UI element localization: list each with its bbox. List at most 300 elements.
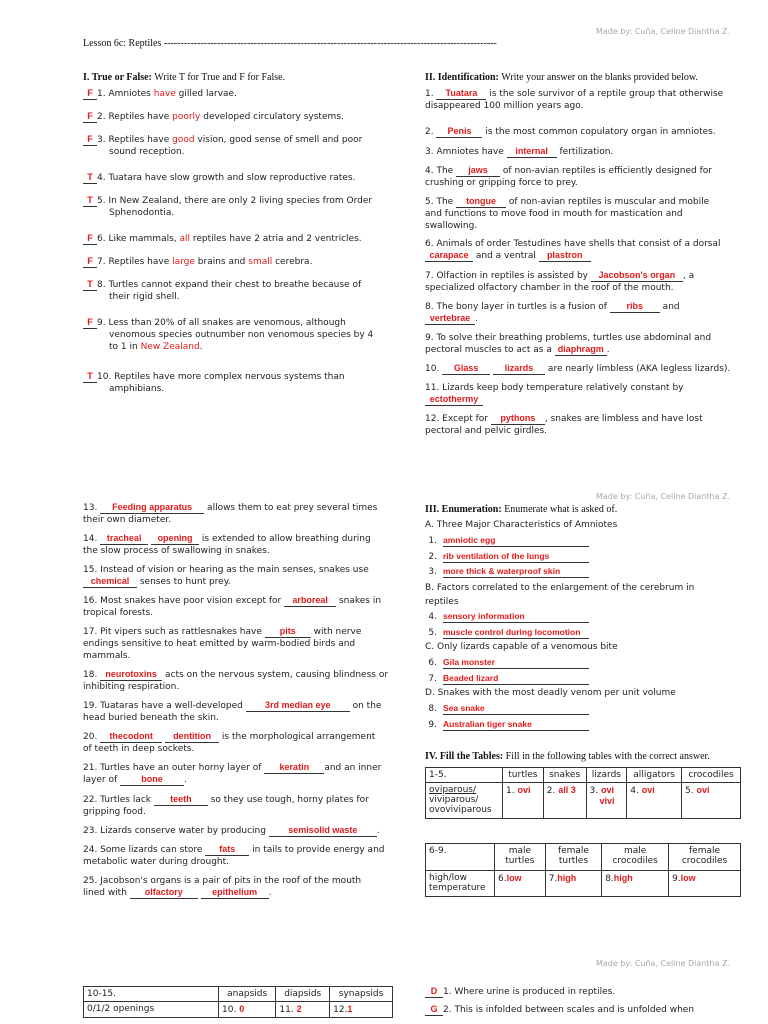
enum-item bbox=[425, 566, 589, 578]
ident-q18 bbox=[83, 669, 393, 693]
lesson-title bbox=[83, 38, 497, 49]
q20-text: is the morphological arrangement bbox=[219, 732, 376, 742]
t1-cell-1-num: 1. bbox=[506, 786, 515, 796]
tf-text: brains and bbox=[194, 257, 249, 267]
t1-cell-4-num: 4. bbox=[630, 786, 639, 796]
enum-item-answer: Australian tiger snake bbox=[443, 718, 532, 729]
tf-text-cont: Sphenodontia. bbox=[109, 208, 175, 218]
q5-answer: tongue bbox=[466, 196, 497, 206]
q14-answer-2: opening bbox=[157, 533, 193, 543]
match-q2-text: 2. This is infolded between scales and is unfolded when bbox=[443, 1005, 695, 1015]
tf-answer: F bbox=[87, 317, 93, 327]
q22-text-cont: gripping food. bbox=[83, 807, 146, 817]
t1-cell-3-num: 3. bbox=[589, 786, 599, 796]
ident-q16 bbox=[83, 595, 393, 619]
q9-text-end: . bbox=[606, 345, 610, 355]
t3-head-1: anapsids bbox=[219, 987, 276, 1002]
tf-answer: T bbox=[87, 371, 93, 381]
t1-head-4: alligators bbox=[627, 768, 682, 783]
q4-text-cont: crushing or gripping force to prey. bbox=[425, 178, 578, 188]
tf-text: 10. Reptiles have more complex nervous systems than bbox=[97, 372, 345, 382]
q5-text-cont2: swallowing. bbox=[425, 221, 478, 231]
q6-text: 6. Animals of order Testudines have shells that consist of a dorsal bbox=[425, 239, 721, 249]
ident-q12 bbox=[425, 413, 745, 437]
q10-text: are nearly limbless (AKA legless lizards). bbox=[545, 364, 731, 374]
t1-cell-1-answer: ovi bbox=[517, 785, 531, 795]
q11-answer: ectothermy bbox=[429, 394, 479, 404]
tf-text-cont2 bbox=[83, 341, 393, 353]
q17-text: 17. Pit vipers such as rattlesnakes have bbox=[83, 627, 265, 637]
q7-text: 7. Olfaction in reptiles is assisted by bbox=[425, 271, 591, 281]
q9-text-cont: pectoral muscles to act as a bbox=[425, 345, 555, 355]
q4-answer: jaws bbox=[468, 165, 488, 175]
q7-text-cont: specialized olfactory chamber in the roof of the mouth. bbox=[425, 283, 674, 293]
q17-answer: pits bbox=[279, 626, 296, 636]
q7-answer: Jacobson's organ bbox=[598, 270, 676, 280]
t1-cell-3-answer: ovi bbox=[601, 785, 615, 795]
enum-item-answer: Gila monster bbox=[443, 657, 495, 667]
ident-q22 bbox=[83, 794, 393, 818]
ident-q24 bbox=[83, 844, 393, 868]
q20-answer-1: thecodont bbox=[109, 731, 153, 741]
ident-q10 bbox=[425, 363, 745, 375]
q16-text: 16. Most snakes have poor vision except for bbox=[83, 596, 285, 606]
enum-item-num: 3. bbox=[428, 567, 437, 577]
t3-row-label: 0/1/2 openings bbox=[84, 1002, 219, 1018]
q2-text: is the most common copulatory organ in amniotes. bbox=[482, 127, 716, 137]
enum-item-num: 2. bbox=[428, 551, 437, 562]
ident-q11 bbox=[425, 382, 745, 406]
q10-num: 10. bbox=[425, 364, 443, 374]
q21-answer-2: bone bbox=[141, 774, 163, 784]
t1-label-2: ovoviviparous bbox=[429, 805, 492, 815]
t2-row-label: high/low temperature bbox=[426, 871, 495, 897]
q10-answer-2: lizards bbox=[504, 363, 534, 373]
q2-answer: Penis bbox=[447, 126, 472, 136]
tf-item-line bbox=[83, 88, 393, 100]
fill-heading bbox=[425, 751, 710, 762]
t2-cell-6-answer: low bbox=[506, 873, 522, 883]
fill-instruction: Fill in the following tables with the correct answer. bbox=[505, 751, 710, 762]
q17-text-cont2: mammals. bbox=[83, 651, 131, 661]
q18-answer: neurotoxins bbox=[105, 669, 157, 679]
ident-q3 bbox=[425, 146, 613, 158]
q22-text-end: so they use tough, horny plates for bbox=[207, 795, 369, 805]
t2-cell-7-answer: high bbox=[557, 873, 577, 883]
temperature-table-header bbox=[426, 844, 741, 871]
ident-q5 bbox=[425, 196, 745, 232]
ident-q13 bbox=[83, 502, 393, 526]
q10-answer-1: Glass bbox=[453, 363, 479, 373]
skull-openings-table bbox=[83, 986, 393, 1018]
q2-num: 2. bbox=[425, 127, 437, 137]
match-q2-answer: G bbox=[430, 1004, 438, 1014]
tf-text: 4. Tuatara have slow growth and slow reproductive rates. bbox=[97, 173, 356, 183]
enum-item bbox=[425, 703, 589, 715]
q13-answer: Feeding apparatus bbox=[112, 502, 193, 512]
tf-text: 8. Turtles cannot expand their chest to breathe because of bbox=[97, 280, 362, 290]
t2-head-4: female crocodiles bbox=[669, 844, 741, 871]
q20-answer-2: dentition bbox=[173, 731, 212, 741]
q13-text: allows them to eat prey several times bbox=[204, 503, 378, 513]
ident-heading bbox=[425, 72, 698, 83]
ident-q7 bbox=[425, 270, 745, 294]
t1-cell-5-answer: ovi bbox=[696, 785, 710, 795]
enum-item-answer: amniotic egg bbox=[443, 535, 496, 545]
lesson-title-text: Lesson 6c: Reptiles bbox=[83, 38, 162, 49]
ident-q25 bbox=[83, 875, 393, 899]
q9-text: 9. To solve their breathing problems, turtles use abdominal and bbox=[425, 333, 712, 343]
t3-cell-10-num: 10. bbox=[222, 1005, 237, 1015]
ident-q23 bbox=[83, 825, 393, 837]
q4-text: 4. The bbox=[425, 166, 457, 176]
q11-text: 11. Lizards keep body temperature relatively constant by bbox=[425, 383, 684, 393]
q22-text: 22. Turtles lack bbox=[83, 795, 154, 805]
t2-cell-8-answer: high bbox=[613, 873, 633, 883]
q20-num: 20. bbox=[83, 732, 101, 742]
q16-answer: arboreal bbox=[292, 595, 328, 605]
reproduction-table bbox=[425, 767, 741, 819]
enum-item-num: 4. bbox=[428, 612, 437, 622]
t1-cell-2-answer: all 3 bbox=[558, 785, 576, 795]
t1-head-5: crocodiles bbox=[682, 768, 741, 783]
tf-highlight: all bbox=[179, 234, 191, 244]
q23-answer: semisolid waste bbox=[288, 825, 358, 835]
enum-item bbox=[425, 551, 589, 563]
ident-q9 bbox=[425, 332, 745, 356]
ident-q15 bbox=[83, 564, 393, 588]
t1-head-2: snakes bbox=[543, 768, 586, 783]
enum-item-num: 9. bbox=[428, 719, 437, 730]
ident-q21 bbox=[83, 762, 393, 786]
tf-item bbox=[83, 233, 393, 245]
q25-text: 25. Jacobson's organs is a pair of pits in the roof of the mouth bbox=[83, 876, 362, 886]
t2-head-0: 6-9. bbox=[426, 844, 495, 871]
temperature-table bbox=[425, 843, 741, 897]
t2-cell-6-num: 6. bbox=[498, 874, 507, 884]
t1-cell-1 bbox=[503, 783, 544, 819]
q24-text-cont: metabolic water during drought. bbox=[83, 857, 230, 867]
t3-cell-11-answer: 2 bbox=[296, 1004, 302, 1014]
q13-text-cont: their own diameter. bbox=[83, 515, 172, 525]
t2-head-3: male crocodiles bbox=[602, 844, 669, 871]
q25-answer-2: epithelium bbox=[212, 887, 258, 897]
t1-cell-3-answer-2: vivi bbox=[599, 796, 615, 806]
t1-cell-4 bbox=[627, 783, 682, 819]
q8-answer-1: ribs bbox=[626, 301, 644, 311]
ident-q8 bbox=[425, 301, 745, 325]
q8-answer-2: vertebrae bbox=[429, 313, 471, 323]
t3-cell-12 bbox=[330, 1002, 393, 1018]
q19-answer: 3rd median eye bbox=[264, 700, 331, 710]
fill-heading-label: IV. Fill the Tables: bbox=[425, 751, 504, 762]
q3-text-end: fertilization. bbox=[556, 147, 614, 157]
q12-text-end: , snakes are limbless and have lost bbox=[544, 414, 703, 424]
tf-answer: F bbox=[87, 233, 93, 243]
q14-answer-1: tracheal bbox=[106, 533, 142, 543]
t3-cell-12-answer: 1 bbox=[347, 1004, 353, 1014]
tf-instruction: Write T for True and F for False. bbox=[154, 72, 286, 83]
match-q1-answer: D bbox=[430, 986, 438, 996]
t3-cell-11-num: 11. bbox=[279, 1005, 294, 1015]
tf-text: . bbox=[199, 342, 203, 352]
q6-answer-2: plastron bbox=[546, 250, 583, 260]
q6-answer-1: carapace bbox=[429, 250, 469, 260]
t2-cell-8 bbox=[602, 871, 669, 897]
q21-answer-1: keratin bbox=[279, 762, 310, 772]
q1-answer: Tuatara bbox=[445, 88, 478, 98]
tf-text: gilled larvae. bbox=[175, 89, 237, 99]
skull-table-header bbox=[84, 987, 393, 1002]
enum-item-answer: rib ventilation of the lungs bbox=[443, 550, 550, 561]
t1-cell-2-num: 2. bbox=[546, 786, 556, 796]
t3-head-0: 10-15. bbox=[84, 987, 219, 1002]
reproduction-table-header bbox=[426, 768, 741, 783]
tf-text: 6. Like mammals, bbox=[97, 234, 180, 244]
q18-text: acts on the nervous system, causing blindness or bbox=[162, 670, 389, 680]
enum-instruction: Enumerate what is asked of. bbox=[504, 504, 618, 515]
enum-item bbox=[425, 535, 589, 547]
tf-text: 2. Reptiles have bbox=[97, 112, 173, 122]
enum-b-text: B. Factors correlated to the enlargement of the cerebrum in bbox=[425, 583, 695, 593]
made-by-label-2: Made by: Cuña, Celine Diantha Z. bbox=[596, 492, 731, 501]
tf-item bbox=[83, 371, 393, 395]
tf-text-cont: amphibians. bbox=[109, 384, 165, 394]
q24-text-end: in tails to provide energy and bbox=[249, 845, 385, 855]
q3-text: 3. Amniotes have bbox=[425, 147, 507, 157]
enum-item-answer: more thick & waterproof skin bbox=[443, 566, 561, 576]
tf-item bbox=[83, 256, 393, 268]
tf-item bbox=[83, 134, 393, 158]
tf-highlight: have bbox=[153, 89, 176, 99]
t1-cell-3 bbox=[586, 783, 627, 819]
tf-item bbox=[83, 172, 393, 184]
tf-highlight: small bbox=[248, 257, 273, 267]
tf-answer: T bbox=[87, 279, 93, 289]
q16-text-cont: tropical forests. bbox=[83, 608, 154, 618]
q15-text-end: senses to hunt prey. bbox=[137, 577, 231, 587]
t1-cell-2 bbox=[543, 783, 586, 819]
tf-item-line bbox=[83, 233, 393, 245]
t1-cell-4-answer: ovi bbox=[641, 785, 655, 795]
q13-num: 13. bbox=[83, 503, 101, 513]
q14-text-cont: the slow process of swallowing in snakes. bbox=[83, 546, 270, 556]
enum-item-answer: Sea snake bbox=[443, 703, 485, 713]
q23-text: 23. Lizards conserve water by producing bbox=[83, 826, 269, 836]
t1-head-1: turtles bbox=[503, 768, 544, 783]
enum-item bbox=[425, 627, 589, 639]
q23-text-end: . bbox=[376, 826, 380, 836]
tf-item-line bbox=[83, 172, 393, 184]
t2-cell-6 bbox=[495, 871, 546, 897]
t1-cell-5 bbox=[682, 783, 741, 819]
enum-heading bbox=[425, 504, 617, 515]
tf-text-cont: venomous species outnumber non venomous species by 4 bbox=[109, 330, 374, 340]
q22-answer: teeth bbox=[170, 794, 192, 804]
enum-item-answer: Beaded lizard bbox=[443, 672, 499, 683]
t1-head-3: lizards bbox=[586, 768, 627, 783]
match-q2 bbox=[425, 1004, 694, 1016]
temperature-table-row bbox=[426, 871, 741, 897]
q19-text: 19. Tuataras have a well-developed bbox=[83, 701, 246, 711]
tf-text: reptiles have 2 atria and 2 ventricles. bbox=[190, 234, 362, 244]
q21-text-cont: layer of bbox=[83, 775, 120, 785]
t2-cell-9-num: 9. bbox=[672, 874, 681, 884]
tf-text: cerebra. bbox=[272, 257, 313, 267]
tf-item-line bbox=[83, 317, 393, 329]
q17-text-end: with nerve bbox=[310, 627, 362, 637]
tf-item-line bbox=[83, 371, 393, 383]
q1-text-cont: disappeared 100 million years ago. bbox=[425, 101, 584, 111]
t1-label-0: oviparous/ bbox=[429, 785, 476, 795]
tf-item-line bbox=[83, 195, 393, 207]
tf-text: developed circulatory systems. bbox=[200, 112, 344, 122]
q19-text-end: on the bbox=[349, 701, 382, 711]
tf-text: to 1 in bbox=[109, 342, 141, 352]
tf-answer: T bbox=[87, 195, 93, 205]
tf-item bbox=[83, 195, 393, 219]
t1-cell-5-num: 5. bbox=[685, 786, 694, 796]
tf-text: vision, good sense of smell and poor bbox=[194, 135, 363, 145]
tf-text-cont: their rigid shell. bbox=[109, 292, 180, 302]
q15-text: 15. Instead of vision or hearing as the main senses, snakes use bbox=[83, 565, 369, 575]
enum-item bbox=[425, 611, 589, 623]
q24-text: 24. Some lizards can store bbox=[83, 845, 206, 855]
t2-cell-7 bbox=[545, 871, 602, 897]
q16-text-end: snakes in bbox=[336, 596, 382, 606]
q25-answer-1: olfactory bbox=[144, 887, 183, 897]
tf-item-line bbox=[83, 256, 393, 268]
header-divider: ---------------------------------------------------------------------------------------------------- bbox=[163, 38, 497, 49]
q12-text-cont: pectoral and pelvic girdles. bbox=[425, 426, 548, 436]
enum-item-num: 1. bbox=[428, 536, 437, 546]
t2-cell-8-num: 8. bbox=[605, 874, 614, 884]
tf-item bbox=[83, 88, 393, 100]
q14-text: is extended to allow breathing during bbox=[199, 534, 371, 544]
q8-text-end: . bbox=[475, 314, 478, 324]
q5-text: 5. The bbox=[425, 197, 457, 207]
q12-text: 12. Except for bbox=[425, 414, 491, 424]
tf-item bbox=[83, 317, 393, 353]
ident-heading-label: II. Identification: bbox=[425, 72, 499, 83]
enum-item bbox=[425, 673, 589, 685]
tf-text: 5. In New Zealand, there are only 2 living species from Order bbox=[97, 196, 373, 206]
t2-head-1: male turtles bbox=[495, 844, 546, 871]
q19-text-cont: head buried beneath the skin. bbox=[83, 713, 219, 723]
t2-cell-7-num: 7. bbox=[548, 874, 558, 884]
tf-item bbox=[83, 111, 393, 123]
tf-highlight: good bbox=[172, 135, 195, 145]
q8-text: 8. The bony layer in turtles is a fusion of bbox=[425, 302, 610, 312]
q1-text: is the sole survivor of a reptile group that otherwise bbox=[486, 89, 724, 99]
q15-answer: chemical bbox=[90, 576, 130, 586]
tf-text: 7. Reptiles have bbox=[97, 257, 173, 267]
ident-q17 bbox=[83, 626, 393, 662]
q7-text-end: , a bbox=[682, 271, 695, 281]
q5-text-end: of non-avian reptiles is muscular and mobile bbox=[506, 197, 710, 207]
tf-text-cont: sound reception. bbox=[109, 147, 185, 157]
tf-item-line bbox=[83, 111, 393, 123]
q8-text-mid: and bbox=[659, 302, 680, 312]
q1-num: 1. bbox=[425, 89, 437, 99]
enum-item-answer: muscle control during locomotion bbox=[443, 626, 581, 637]
enum-item bbox=[425, 719, 589, 731]
enum-d-label: D. Snakes with the most deadly venom per unit volume bbox=[425, 688, 676, 698]
tf-highlight: large bbox=[172, 257, 195, 267]
enum-b-text-cont: reptiles bbox=[425, 597, 459, 607]
enum-item-num: 5. bbox=[428, 627, 437, 638]
ident-q20 bbox=[83, 731, 393, 755]
match-q1-text: 1. Where urine is produced in reptiles. bbox=[443, 987, 616, 997]
enum-item-num: 6. bbox=[428, 658, 437, 668]
ident-q2 bbox=[425, 126, 716, 138]
tf-answer: F bbox=[87, 111, 93, 121]
tf-answer: F bbox=[87, 88, 93, 98]
enum-c-label: C. Only lizards capable of a venomous bite bbox=[425, 642, 618, 652]
q5-text-cont: and functions to move food in mouth for mastication and bbox=[425, 209, 683, 219]
tf-highlight: New Zealand bbox=[140, 342, 200, 352]
q21-text-end: . bbox=[183, 775, 187, 785]
t1-label-1: viviparous/ bbox=[429, 795, 479, 805]
t3-head-3: synapsids bbox=[330, 987, 393, 1002]
q18-text-cont: inhibiting respiration. bbox=[83, 682, 180, 692]
tf-text: 9. Less than 20% of all snakes are venomous, although bbox=[97, 318, 346, 328]
enum-item-num: 8. bbox=[428, 704, 437, 714]
q18-num: 18. bbox=[83, 670, 101, 680]
tf-item-line bbox=[83, 134, 393, 146]
q6-text-mid: and a ventral bbox=[473, 251, 539, 261]
t3-cell-10 bbox=[219, 1002, 276, 1018]
enum-item bbox=[425, 657, 589, 669]
tf-text: 3. Reptiles have bbox=[97, 135, 173, 145]
q12-answer: pythons bbox=[500, 413, 536, 423]
ident-q4 bbox=[425, 165, 745, 189]
q25-text-end: . bbox=[268, 888, 272, 898]
t1-row-label bbox=[426, 783, 503, 819]
enum-item-num: 7. bbox=[428, 673, 437, 684]
made-by-label-3: Made by: Cuña, Celine Diantha Z. bbox=[596, 959, 731, 968]
q24-answer: fats bbox=[219, 844, 236, 854]
tf-item bbox=[83, 279, 393, 303]
ident-q14 bbox=[83, 533, 393, 557]
ident-instruction: Write your answer on the blanks provided below. bbox=[501, 72, 698, 83]
q21-text: 21. Turtles have an outer horny layer of bbox=[83, 763, 265, 773]
tf-answer: T bbox=[87, 172, 93, 182]
tf-heading-label: I. True or False: bbox=[83, 72, 152, 83]
q25-text-cont: lined with bbox=[83, 888, 130, 898]
q14-num: 14. bbox=[83, 534, 101, 544]
q4-text-end: of non-avian reptiles is efficiently designed for bbox=[500, 166, 712, 176]
t2-cell-9-answer: low bbox=[680, 873, 696, 883]
skull-table-row bbox=[84, 1002, 393, 1018]
tf-item-line bbox=[83, 279, 393, 291]
enum-a-label: A. Three Major Characteristics of Amniotes bbox=[425, 520, 618, 530]
t3-cell-10-answer: 0 bbox=[239, 1004, 245, 1014]
tf-text: 1. Amniotes bbox=[97, 89, 154, 99]
t3-cell-12-num: 12. bbox=[333, 1005, 348, 1015]
q17-text-cont: endings sensitive to heat emitted by warm-bodied birds and bbox=[83, 639, 356, 649]
tf-heading bbox=[83, 72, 285, 83]
tf-highlight: poorly bbox=[172, 112, 201, 122]
t1-head-0: 1-5. bbox=[426, 768, 503, 783]
ident-q19 bbox=[83, 700, 393, 724]
q21-text-mid: and an inner bbox=[324, 763, 382, 773]
ident-q6 bbox=[425, 238, 745, 262]
match-q1 bbox=[425, 986, 615, 998]
t2-head-2: female turtles bbox=[545, 844, 602, 871]
q20-text-cont: of teeth in deep sockets. bbox=[83, 744, 195, 754]
enum-item-answer: sensory information bbox=[443, 611, 525, 621]
